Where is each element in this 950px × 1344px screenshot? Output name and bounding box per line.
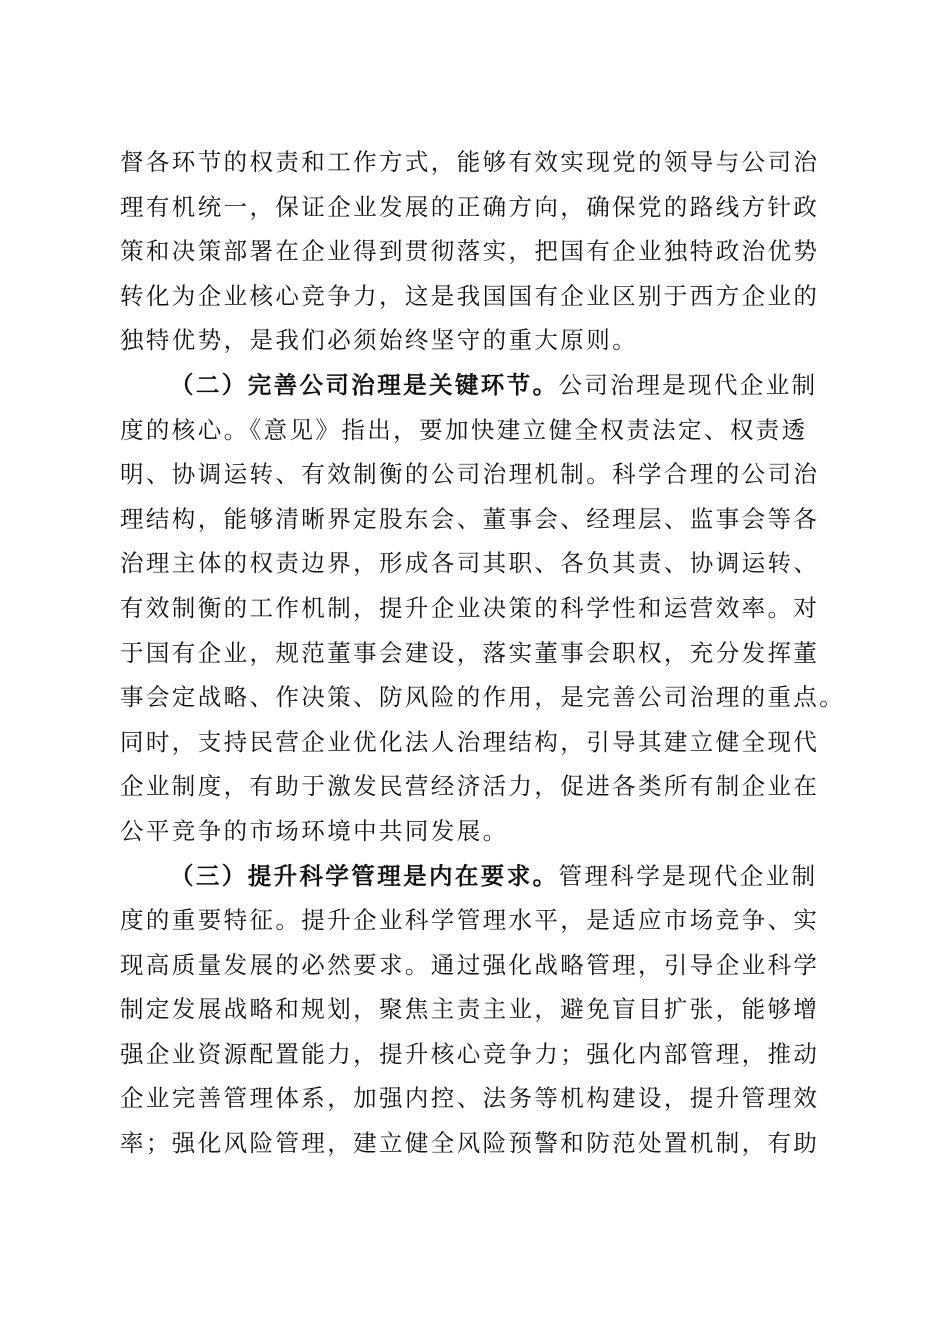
section-heading-governance: （二）完善公司治理是关键环节。 bbox=[170, 370, 559, 399]
text-line: 于国有企业，规范董事会建设，落实董事会职权，充分发挥董 bbox=[120, 638, 820, 667]
text-line: 度的核心。《意见》指出，要加快建立健全权责法定、权责透 bbox=[120, 415, 808, 444]
text-line: 度的重要特征。提升企业科学管理水平，是适应市场竞争、实 bbox=[120, 906, 820, 935]
text-line: 制定发展战略和规划，聚焦主责主业，避免盲目扩张，能够增 bbox=[120, 995, 820, 1024]
heading-continuation: 管理科学是现代企业制 bbox=[558, 861, 818, 890]
text-line: 公平竞争的市场环境中共同发展。 bbox=[120, 816, 509, 845]
heading-continuation: 公司治理是现代企业制 bbox=[558, 370, 818, 399]
text-line: 转化为企业核心竞争力，这是我国国有企业区别于西方企业的 bbox=[120, 281, 820, 310]
paragraph-party-leadership bbox=[120, 140, 830, 363]
paragraph-corporate-governance bbox=[120, 363, 846, 854]
text-line: 企业制度，有助于激发民营经济活力，促进各类所有制企业在 bbox=[120, 772, 820, 801]
text-line: 有效制衡的工作机制，提升企业决策的科学性和运营效率。对 bbox=[120, 593, 820, 622]
text-line: 策和决策部署在企业得到贯彻落实，把国有企业独特政治优势 bbox=[120, 237, 820, 266]
section-heading-management: （三）提升科学管理是内在要求。 bbox=[170, 861, 559, 890]
text-line: 强企业资源配置能力，提升核心竞争力；强化内部管理，推动 bbox=[120, 1039, 820, 1068]
text-line: 明、协调运转、有效制衡的公司治理机制。科学合理的公司治 bbox=[120, 460, 820, 489]
document-body bbox=[120, 140, 846, 1166]
paragraph-first-line bbox=[120, 854, 830, 899]
text-line: 率；强化风险管理，建立健全风险预警和防范处置机制，有助 bbox=[120, 1129, 820, 1158]
text-line: 事会定战略、作决策、防风险的作用，是完善公司治理的重点。 bbox=[120, 683, 846, 712]
text-line: 治理主体的权责边界，形成各司其职、各负其责、协调运转、 bbox=[120, 549, 820, 578]
text-line: 同时，支持民营企业优化法人治理结构，引导其建立健全现代 bbox=[120, 727, 820, 756]
text-line: 理结构，能够清晰界定股东会、董事会、经理层、监事会等各 bbox=[120, 504, 820, 533]
paragraph-scientific-management bbox=[120, 854, 830, 1166]
text-line: 督各环节的权责和工作方式，能够有效实现党的领导与公司治 bbox=[120, 148, 820, 176]
text-line: 独特优势，是我们必须始终坚守的重大原则。 bbox=[120, 326, 638, 355]
text-line: 现高质量发展的必然要求。通过强化战略管理，引导企业科学 bbox=[120, 950, 820, 979]
text-line: 理有机统一，保证企业发展的正确方向，确保党的路线方针政 bbox=[120, 192, 820, 221]
text-line: 企业完善管理体系，加强内控、法务等机构建设，提升管理效 bbox=[120, 1084, 820, 1113]
paragraph-first-line bbox=[120, 363, 830, 408]
